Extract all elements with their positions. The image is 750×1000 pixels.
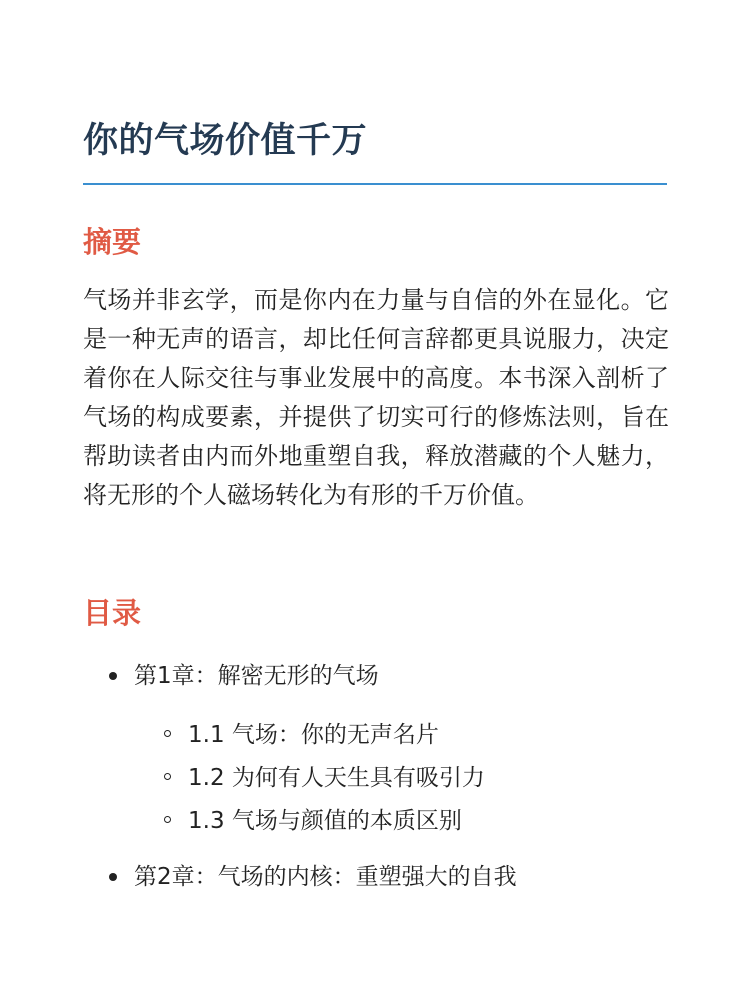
- toc-chapter-label: 第1章：解密无形的气场: [134, 663, 379, 689]
- summary-paragraph: 气场并非玄学，而是你内在力量与自信的外在显化。它是一种无声的语言，却比任何言辞都更具说服力，决定着你在人际交往与事业发展中的高度。本书深入剖析了气场的构成要素，并提供了切实可行的修炼法则，旨在帮助读者由内而外地重塑自我，释放潜藏的个人魅力，将无形的个人磁场转化为有形的千万价值。: [83, 286, 669, 509]
- toc-section-label: 1.2 为何有人天生具有吸引力: [188, 765, 485, 791]
- toc-chapter-label: 第2章：气场的内核：重塑强大的自我: [134, 864, 517, 890]
- document-title: 你的气场价值千万: [83, 121, 368, 161]
- summary-heading: 摘要: [83, 225, 142, 259]
- filled-bullet-icon: [109, 873, 117, 881]
- hollow-bullet-icon: [164, 730, 171, 737]
- toc-section-label: 1.3 气场与颜值的本质区别: [188, 808, 462, 834]
- toc-chapter-2: [83, 857, 669, 897]
- title-divider: [83, 183, 667, 185]
- toc-section-list: [134, 714, 669, 843]
- toc-chapter-1: [83, 656, 669, 843]
- hollow-bullet-icon: [164, 816, 171, 823]
- toc-section-1-1: [134, 714, 669, 757]
- table-of-contents: [83, 656, 669, 897]
- toc-section-1-2: [134, 757, 669, 800]
- hollow-bullet-icon: [164, 773, 171, 780]
- toc-heading: 目录: [83, 596, 142, 630]
- toc-section-label: 1.1 气场：你的无声名片: [188, 722, 439, 748]
- filled-bullet-icon: [109, 672, 117, 680]
- toc-section-1-3: [134, 800, 669, 843]
